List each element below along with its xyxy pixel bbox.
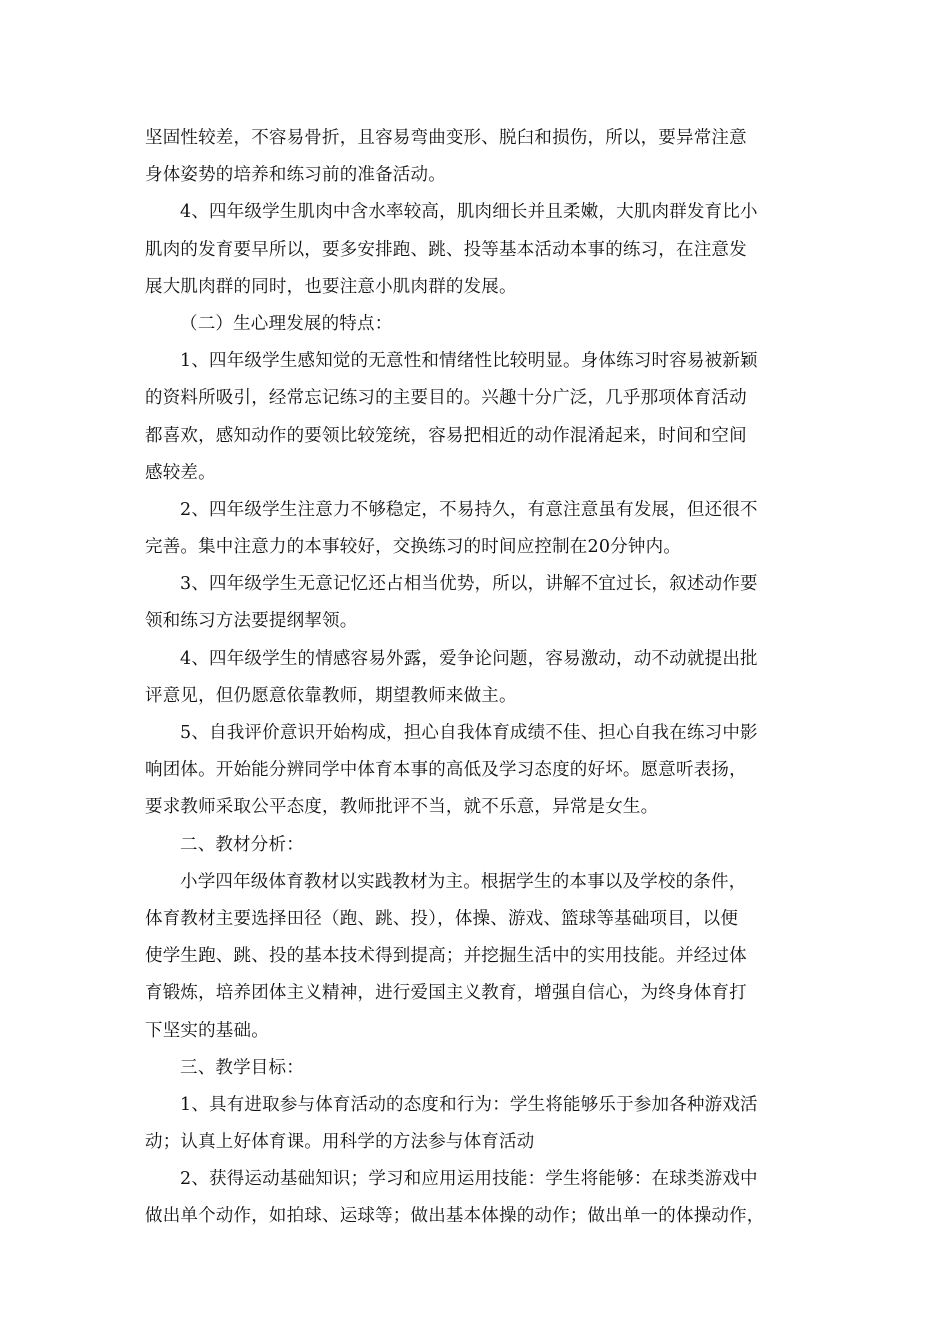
text-line: 完善。集中注意力的本事较好，交换练习的时间应控制在20分钟内。 xyxy=(145,537,681,558)
text-line: 展大肌肉群的同时，也要注意小肌肉群的发展。 xyxy=(145,276,517,297)
text-line: 肌肉的发育要早所以，要多安排跑、跳、投等基本活动本事的练习，在注意发 xyxy=(145,239,747,260)
text-line: 三、教学目标： xyxy=(180,1057,304,1078)
text-line: （二）生心理发展的特点： xyxy=(180,313,393,334)
text-line: 4、四年级学生的情感容易外露，爱争论问题，容易激动，动不动就提出批 xyxy=(180,648,758,669)
text-line: 感较差。 xyxy=(145,462,216,483)
text-line: 动；认真上好体育课。用科学的方法参与体育活动 xyxy=(145,1132,535,1153)
text-line: 5、自我评价意识开始构成，担心自我体育成绩不佳、担心自我在练习中影 xyxy=(180,723,758,743)
text-line: 的资料所吸引，经常忘记练习的主要目的。兴趣十分广泛，几乎那项体育活动 xyxy=(145,388,747,409)
text-line: 1、具有进取参与体育活动的态度和行为：学生将能够乐于参加各种游戏活 xyxy=(180,1094,758,1115)
text-line: 使学生跑、跳、投的基本技术得到提高；并挖掘生活中的实用技能。并经过体 xyxy=(145,946,747,967)
text-line: 要求教师采取公平态度，教师批评不当，就不乐意，异常是女生。 xyxy=(145,797,659,818)
text-line: 二、教材分析： xyxy=(180,834,304,855)
text-line: 育锻炼，培养团体主义精神，进行爱国主义教育，增强自信心，为终身体育打 xyxy=(145,983,747,1004)
text-line: 做出单个动作，如拍球、运球等；做出基本体操的动作；做出单一的体操动作， xyxy=(145,1206,765,1227)
text-line: 2、四年级学生注意力不够稳定，不易持久，有意注意虽有发展，但还很不 xyxy=(180,499,758,520)
text-line: 坚固性较差，不容易骨折，且容易弯曲变形、脱臼和损伤，所以，要异常注意 xyxy=(145,128,747,148)
text-line: 体育教材主要选择田径（跑、跳、投），体操、游戏、篮球等基础项目，以便 xyxy=(145,908,739,929)
text-line: 领和练习方法要提纲挈领。 xyxy=(145,611,358,632)
text-line: 2、获得运动基础知识；学习和应用运用技能：学生将能够：在球类游戏中 xyxy=(180,1169,758,1190)
text-line: 小学四年级体育教材以实践教材为主。根据学生的本事以及学校的条件， xyxy=(180,871,747,892)
text-line: 响团体。开始能分辨同学中体育本事的高低及学习态度的好坏。愿意听表扬， xyxy=(145,760,747,781)
text-line: 评意见，但仍愿意依靠教师，期望教师来做主。 xyxy=(145,685,517,706)
text-line: 4、四年级学生肌肉中含水率较高，肌肉细长并且柔嫩，大肌肉群发育比小 xyxy=(180,202,758,223)
text-line: 身体姿势的培养和练习前的准备活动。 xyxy=(145,165,446,186)
text-line: 都喜欢，感知动作的要领比较笼统，容易把相近的动作混淆起来，时间和空间 xyxy=(145,425,747,446)
text-line: 下坚实的基础。 xyxy=(145,1020,269,1041)
document-body xyxy=(145,120,810,1236)
text-line: 1、四年级学生感知觉的无意性和情绪性比较明显。身体练习时容易被新颖 xyxy=(180,351,758,372)
text-line: 3、四年级学生无意记忆还占相当优势，所以，讲解不宜过长，叙述动作要 xyxy=(180,574,758,595)
